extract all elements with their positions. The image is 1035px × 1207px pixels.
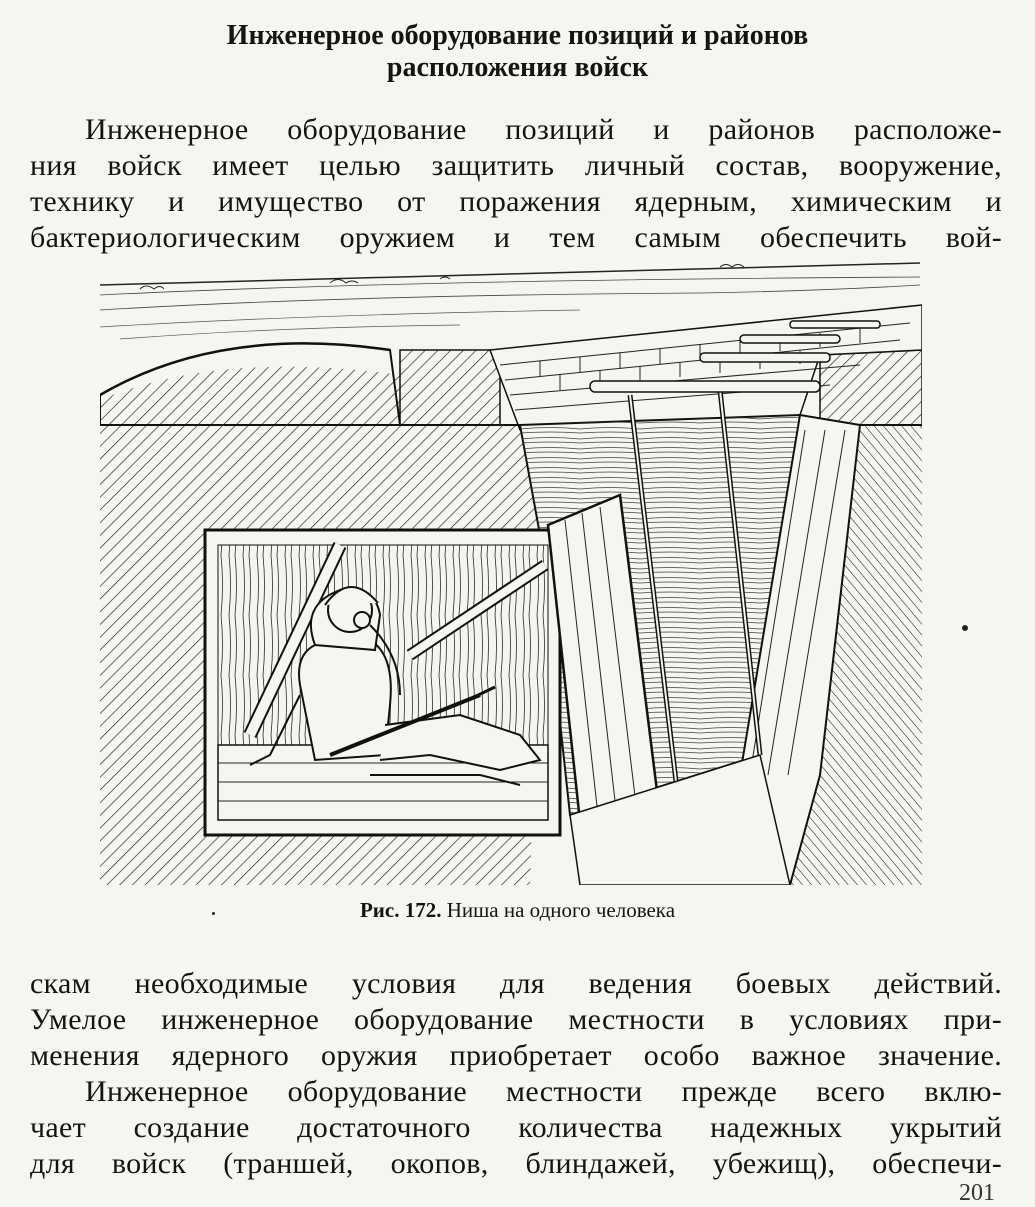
paragraph-bottom xyxy=(30,966,1002,1182)
text-line: ния войск имеет целью защитить личный состав, вооружение, xyxy=(30,149,1002,182)
text-line: скам необходимые условия для ведения боевых действий. xyxy=(30,967,1002,1000)
heading-line-2: расположения войск xyxy=(386,52,649,83)
print-speck xyxy=(212,912,215,915)
paragraph-top xyxy=(30,112,1002,256)
text-line: бактериологическим оружием и тем самым обеспечить вой- xyxy=(30,221,1002,254)
page-heading xyxy=(0,20,1035,84)
text-line: Инженерное оборудование местности прежде всего вклю- xyxy=(85,1075,1002,1108)
figure-number: Рис. 172. xyxy=(359,898,442,922)
print-speck xyxy=(962,625,968,631)
figure-caption-text: Ниша на одного человека xyxy=(446,898,676,922)
text-line: для войск (траншей, окопов, блиндажей, убежищ), обеспечи- xyxy=(30,1147,1002,1180)
text-line: менения ядерного оружия приобретает особо важное значение. xyxy=(30,1039,1002,1072)
text-line: Умелое инженерное оборудование местности в условиях при- xyxy=(30,1003,1002,1036)
text-line: Инженерное оборудование позиций и районов расположе- xyxy=(85,113,1002,146)
figure-caption xyxy=(0,898,1035,923)
text-line: чает создание достаточного количества надежных укрытий xyxy=(30,1111,1002,1144)
heading-line-1: Инженерное оборудование позиций и районов xyxy=(226,20,809,51)
page-number: 201 xyxy=(959,1180,995,1206)
trench-niche-illustration xyxy=(100,255,922,885)
text-line: технику и имущество от поражения ядерным, химическим и xyxy=(30,185,1002,218)
